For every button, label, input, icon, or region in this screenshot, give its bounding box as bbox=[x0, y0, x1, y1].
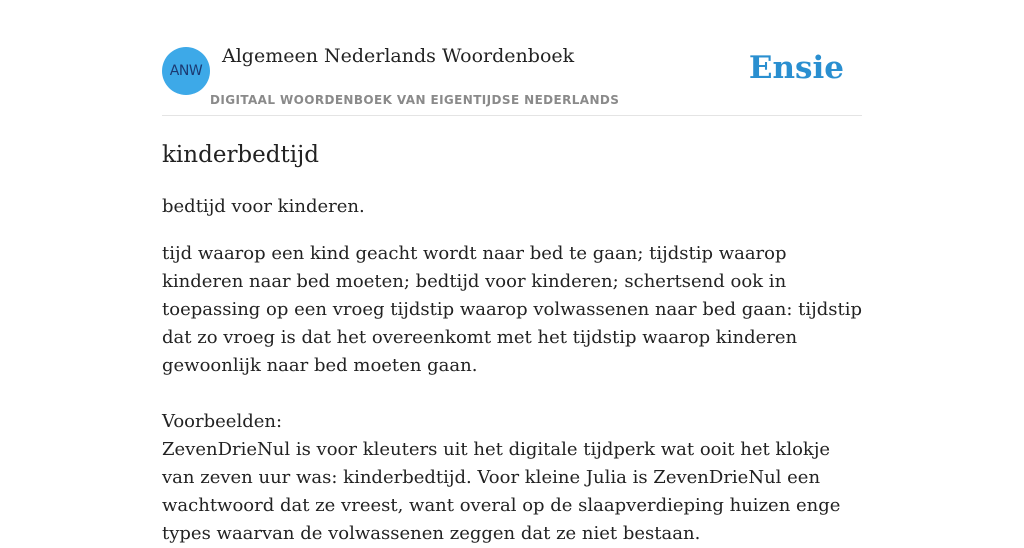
site-subtitle: DIGITAAL WOORDENBOEK VAN EIGENTIJDSE NEDERLANDS bbox=[210, 93, 620, 107]
short-definition: bedtijd voor kinderen. bbox=[162, 196, 365, 217]
long-definition: tijd waarop een kind geacht wordt naar bed te gaan; tijdstip waarop kinderen naar bed moeten; bedtijd voor kinderen; schertsend ook in toepassing op een vroeg tijdstip waarop volwassenen naar bed gaan: tijdstip dat zo vroeg is dat het overeenkomt met het tijdstip waarop kinderen gewoonlijk naar bed moeten gaan. bbox=[162, 243, 862, 376]
entry-content bbox=[162, 140, 862, 548]
anw-logo[interactable]: ANW bbox=[162, 47, 210, 95]
site-title[interactable]: Algemeen Nederlands Woordenboek bbox=[222, 45, 575, 67]
example-text: ZevenDrieNul is voor kleuters uit het digitale tijdperk wat ooit het klokje van zeven uur was: kinderbedtijd. Voor kleine Julia is ZevenDrieNul een wachtwoord dat ze vreest, want overal op de slaapverdieping huizen enge types waarvan de volwassenen zeggen dat ze niet bestaan. bbox=[162, 439, 841, 544]
ensie-brand-link[interactable]: Ensie bbox=[748, 50, 844, 86]
site-header bbox=[162, 0, 862, 116]
entry-headword: kinderbedtijd bbox=[162, 142, 319, 168]
main-container bbox=[162, 0, 862, 548]
examples-label: Voorbeelden: bbox=[162, 411, 283, 432]
